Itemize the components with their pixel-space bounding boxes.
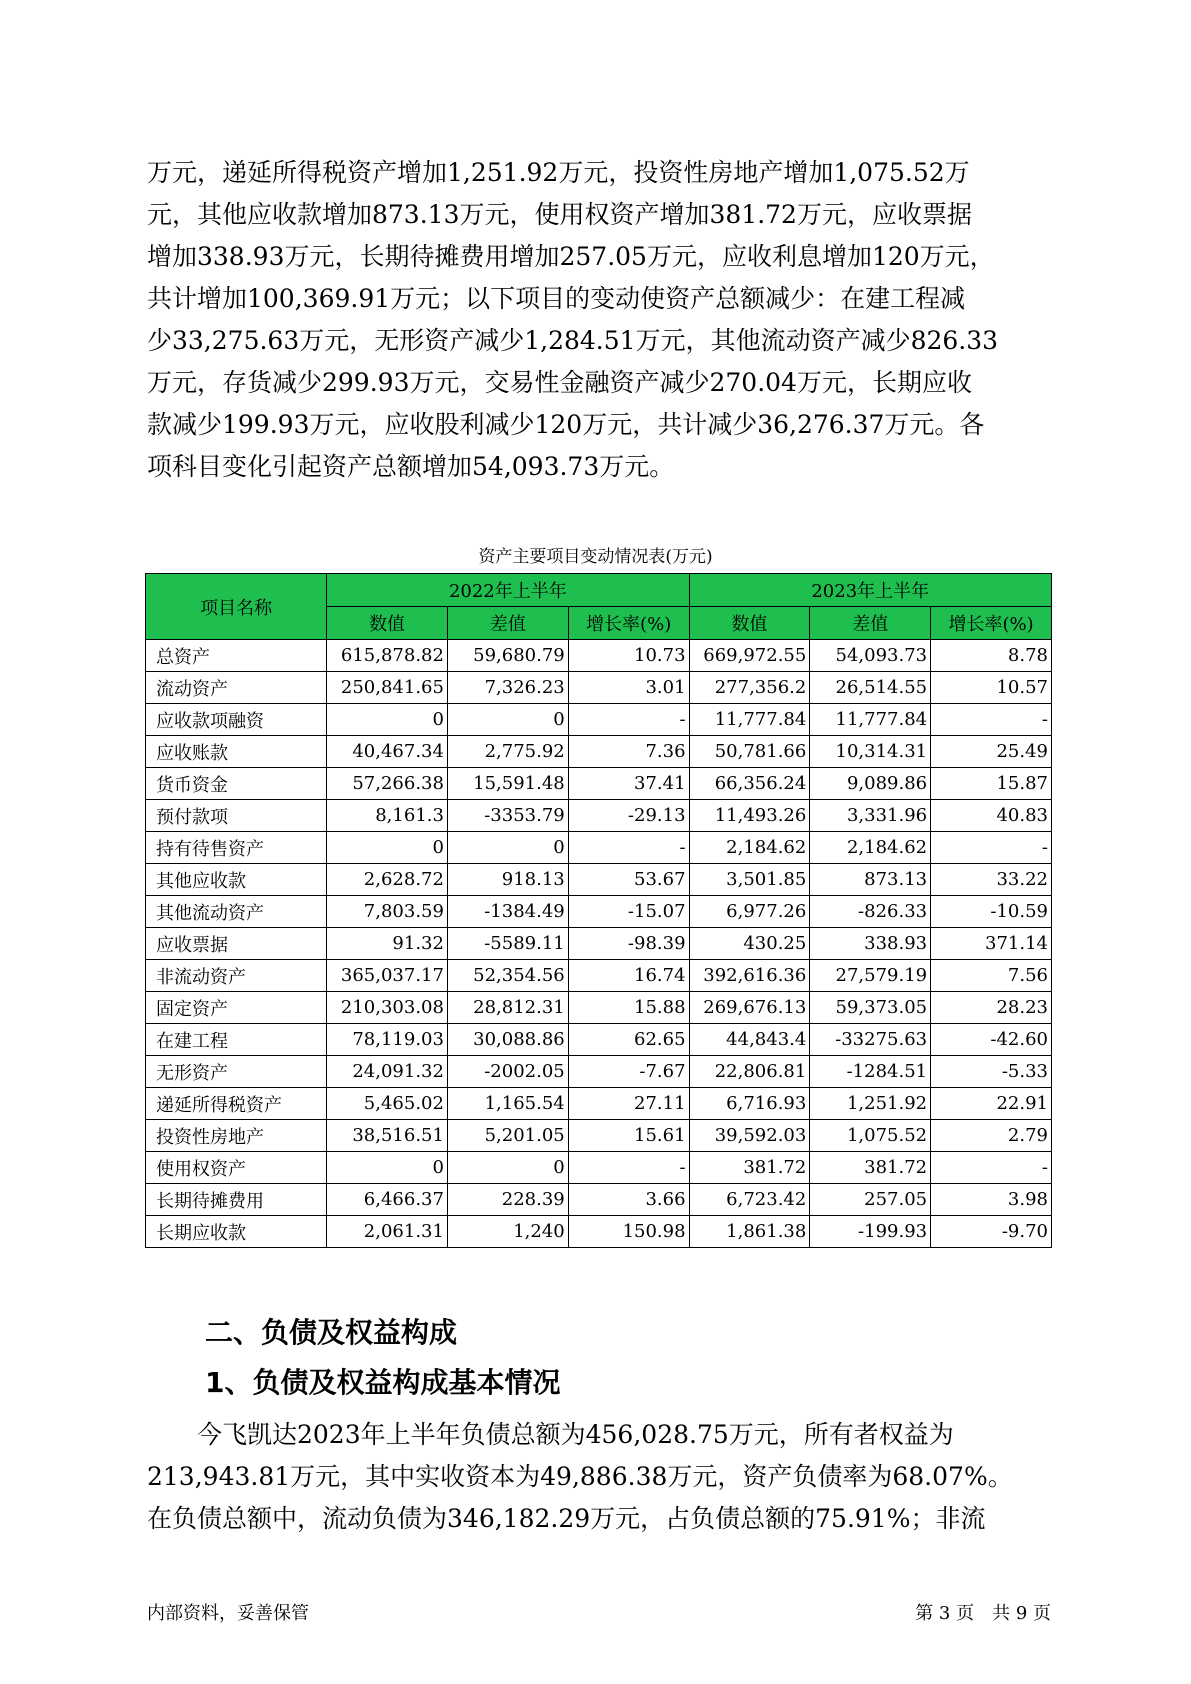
table-cell: 392,616.36 xyxy=(689,960,810,992)
table-cell: 250,841.65 xyxy=(327,672,448,704)
table-cell: 50,781.66 xyxy=(689,736,810,768)
table-cell: 371.14 xyxy=(931,928,1052,960)
table-row xyxy=(146,704,1052,736)
row-item-name: 应收账款 xyxy=(146,736,327,768)
table-cell: 3.98 xyxy=(931,1184,1052,1216)
row-item-name: 递延所得税资产 xyxy=(146,1088,327,1120)
row-item-name: 长期应收款 xyxy=(146,1216,327,1248)
table-cell: 28.23 xyxy=(931,992,1052,1024)
table-cell: 53.67 xyxy=(568,864,689,896)
footer-page-number: 第 3 页 共 9 页 xyxy=(915,1603,1051,1624)
table-cell: 257.05 xyxy=(810,1184,931,1216)
table-cell: -10.59 xyxy=(931,896,1052,928)
table-cell: 1,251.92 xyxy=(810,1088,931,1120)
table-cell: 33.22 xyxy=(931,864,1052,896)
table-cell: 2.79 xyxy=(931,1120,1052,1152)
table-cell: 2,061.31 xyxy=(327,1216,448,1248)
table-cell: -33275.63 xyxy=(810,1024,931,1056)
table-cell: 918.13 xyxy=(447,864,568,896)
table-row xyxy=(146,640,1052,672)
table-cell: 3,331.96 xyxy=(810,800,931,832)
row-item-name: 预付款项 xyxy=(146,800,327,832)
paragraph-line: 元，其他应收款增加873.13万元，使用权资产增加381.72万元，应收票据 xyxy=(147,200,972,229)
subheader-value-2023: 数值 xyxy=(689,607,810,640)
table-cell: - xyxy=(568,832,689,864)
table-cell: 15,591.48 xyxy=(447,768,568,800)
row-item-name: 其他流动资产 xyxy=(146,896,327,928)
table-caption: 资产主要项目变动情况表(万元) xyxy=(478,547,713,567)
paragraph-line: 少33,275.63万元，无形资产减少1,284.51万元，其他流动资产减少826.33 xyxy=(147,326,999,355)
table-cell: 30,088.86 xyxy=(447,1024,568,1056)
table-body xyxy=(146,640,1052,1248)
table-cell: 40.83 xyxy=(931,800,1052,832)
table-cell: 54,093.73 xyxy=(810,640,931,672)
table-cell: 8,161.3 xyxy=(327,800,448,832)
table-cell: 873.13 xyxy=(810,864,931,896)
table-cell: 6,466.37 xyxy=(327,1184,448,1216)
table-cell: 10.73 xyxy=(568,640,689,672)
table-cell: -42.60 xyxy=(931,1024,1052,1056)
table-row xyxy=(146,800,1052,832)
subheader-diff-2022: 差值 xyxy=(447,607,568,640)
table-row xyxy=(146,928,1052,960)
table-row xyxy=(146,864,1052,896)
row-item-name: 使用权资产 xyxy=(146,1152,327,1184)
table-cell: - xyxy=(568,704,689,736)
table-cell: 6,716.93 xyxy=(689,1088,810,1120)
row-item-name: 非流动资产 xyxy=(146,960,327,992)
paragraph-line: 在负债总额中，流动负债为346,182.29万元，占负债总额的75.91%；非流 xyxy=(147,1504,986,1533)
table-cell: 3.01 xyxy=(568,672,689,704)
table-row xyxy=(146,992,1052,1024)
table-cell: 277,356.2 xyxy=(689,672,810,704)
table-cell: 0 xyxy=(447,704,568,736)
table-cell: 150.98 xyxy=(568,1216,689,1248)
table-cell: 5,465.02 xyxy=(327,1088,448,1120)
table-cell: 22,806.81 xyxy=(689,1056,810,1088)
paragraph-line: 增加338.93万元，长期待摊费用增加257.05万元，应收利息增加120万元， xyxy=(147,242,995,271)
table-cell: 57,266.38 xyxy=(327,768,448,800)
table-row xyxy=(146,736,1052,768)
table-cell: 15.87 xyxy=(931,768,1052,800)
table-row xyxy=(146,1184,1052,1216)
table-cell: 2,184.62 xyxy=(689,832,810,864)
table-cell: 1,165.54 xyxy=(447,1088,568,1120)
table-cell: - xyxy=(931,1152,1052,1184)
table-cell: -1284.51 xyxy=(810,1056,931,1088)
row-item-name: 无形资产 xyxy=(146,1056,327,1088)
row-item-name: 应收票据 xyxy=(146,928,327,960)
table-cell: - xyxy=(568,1152,689,1184)
row-item-name: 流动资产 xyxy=(146,672,327,704)
table-cell: 7,326.23 xyxy=(447,672,568,704)
table-cell: 7,803.59 xyxy=(327,896,448,928)
paragraph-line: 共计增加100,369.91万元；以下项目的变动使资产总额减少：在建工程减 xyxy=(147,284,966,313)
table-cell: 2,628.72 xyxy=(327,864,448,896)
table-cell: 40,467.34 xyxy=(327,736,448,768)
table-cell: 338.93 xyxy=(810,928,931,960)
section-heading: 二、负债及权益构成 xyxy=(205,1316,458,1349)
table-cell: 15.61 xyxy=(568,1120,689,1152)
table-cell: 37.41 xyxy=(568,768,689,800)
table-cell: 269,676.13 xyxy=(689,992,810,1024)
table-cell: -15.07 xyxy=(568,896,689,928)
table-cell: 27.11 xyxy=(568,1088,689,1120)
table-cell: 28,812.31 xyxy=(447,992,568,1024)
paragraph-line: 款减少199.93万元，应收股利减少120万元，共计减少36,276.37万元。各 xyxy=(147,410,985,439)
table-cell: 3,501.85 xyxy=(689,864,810,896)
table-cell: 11,493.26 xyxy=(689,800,810,832)
table-cell: 0 xyxy=(447,1152,568,1184)
table-cell: 7.56 xyxy=(931,960,1052,992)
table-cell: 24,091.32 xyxy=(327,1056,448,1088)
row-item-name: 货币资金 xyxy=(146,768,327,800)
table-cell: 8.78 xyxy=(931,640,1052,672)
header-item-name: 项目名称 xyxy=(146,574,327,640)
table-cell: -98.39 xyxy=(568,928,689,960)
subsection-heading: 1、负债及权益构成基本情况 xyxy=(205,1366,561,1399)
table-cell: 39,592.03 xyxy=(689,1120,810,1152)
table-row xyxy=(146,768,1052,800)
subheader-value-2022: 数值 xyxy=(327,607,448,640)
table-cell: 44,843.4 xyxy=(689,1024,810,1056)
paragraph-line: 213,943.81万元，其中实收资本为49,886.38万元，资产负债率为68.07%。 xyxy=(147,1462,1013,1491)
table-cell: 0 xyxy=(447,832,568,864)
table-cell: -29.13 xyxy=(568,800,689,832)
table-row xyxy=(146,1056,1052,1088)
table-cell: - xyxy=(931,704,1052,736)
table-cell: -2002.05 xyxy=(447,1056,568,1088)
table-cell: 11,777.84 xyxy=(810,704,931,736)
table-cell: -826.33 xyxy=(810,896,931,928)
table-row xyxy=(146,1120,1052,1152)
row-item-name: 总资产 xyxy=(146,640,327,672)
row-item-name: 长期待摊费用 xyxy=(146,1184,327,1216)
table-cell: 0 xyxy=(327,832,448,864)
table-cell: 62.65 xyxy=(568,1024,689,1056)
row-item-name: 在建工程 xyxy=(146,1024,327,1056)
table-cell: 7.36 xyxy=(568,736,689,768)
table-cell: 9,089.86 xyxy=(810,768,931,800)
table-cell: -5589.11 xyxy=(447,928,568,960)
row-item-name: 持有待售资产 xyxy=(146,832,327,864)
table-cell: -199.93 xyxy=(810,1216,931,1248)
row-item-name: 固定资产 xyxy=(146,992,327,1024)
table-row xyxy=(146,896,1052,928)
table-cell: - xyxy=(931,832,1052,864)
table-cell: 38,516.51 xyxy=(327,1120,448,1152)
table-row xyxy=(146,1024,1052,1056)
table-cell: 5,201.05 xyxy=(447,1120,568,1152)
table-cell: 26,514.55 xyxy=(810,672,931,704)
table-cell: 52,354.56 xyxy=(447,960,568,992)
header-year-2023: 2023年上半年 xyxy=(689,574,1051,607)
row-item-name: 投资性房地产 xyxy=(146,1120,327,1152)
subheader-growth-2023: 增长率(%) xyxy=(931,607,1052,640)
table-row xyxy=(146,960,1052,992)
table-cell: -3353.79 xyxy=(447,800,568,832)
row-item-name: 应收款项融资 xyxy=(146,704,327,736)
paragraph-line: 今飞凯达2023年上半年负债总额为456,028.75万元，所有者权益为 xyxy=(147,1420,954,1449)
table-cell: 10,314.31 xyxy=(810,736,931,768)
table-cell: 0 xyxy=(327,1152,448,1184)
paragraph-line: 万元，存货减少299.93万元，交易性金融资产减少270.04万元，长期应收 xyxy=(147,368,972,397)
table-cell: 381.72 xyxy=(689,1152,810,1184)
table-cell: 365,037.17 xyxy=(327,960,448,992)
paragraph-line: 项科目变化引起资产总额增加54,093.73万元。 xyxy=(147,452,675,481)
table-cell: 6,977.26 xyxy=(689,896,810,928)
subheader-diff-2023: 差值 xyxy=(810,607,931,640)
table-cell: 430.25 xyxy=(689,928,810,960)
table-cell: 1,240 xyxy=(447,1216,568,1248)
table-cell: 669,972.55 xyxy=(689,640,810,672)
table-cell: 59,373.05 xyxy=(810,992,931,1024)
table-cell: 210,303.08 xyxy=(327,992,448,1024)
table-cell: 15.88 xyxy=(568,992,689,1024)
table-cell: 381.72 xyxy=(810,1152,931,1184)
table-row xyxy=(146,1088,1052,1120)
table-cell: 91.32 xyxy=(327,928,448,960)
table-cell: 59,680.79 xyxy=(447,640,568,672)
table-cell: 2,775.92 xyxy=(447,736,568,768)
table-cell: 66,356.24 xyxy=(689,768,810,800)
table-cell: 27,579.19 xyxy=(810,960,931,992)
table-cell: -5.33 xyxy=(931,1056,1052,1088)
paragraph-line: 万元，递延所得税资产增加1,251.92万元，投资性房地产增加1,075.52万 xyxy=(147,158,970,187)
table-cell: 78,119.03 xyxy=(327,1024,448,1056)
table-row xyxy=(146,672,1052,704)
table-cell: -7.67 xyxy=(568,1056,689,1088)
table-row xyxy=(146,832,1052,864)
table-cell: 6,723.42 xyxy=(689,1184,810,1216)
table-cell: 615,878.82 xyxy=(327,640,448,672)
table-cell: 11,777.84 xyxy=(689,704,810,736)
table-cell: 10.57 xyxy=(931,672,1052,704)
subheader-growth-2022: 增长率(%) xyxy=(568,607,689,640)
table-cell: 2,184.62 xyxy=(810,832,931,864)
table-cell: 3.66 xyxy=(568,1184,689,1216)
table-cell: 25.49 xyxy=(931,736,1052,768)
table-cell: 16.74 xyxy=(568,960,689,992)
table-cell: 1,861.38 xyxy=(689,1216,810,1248)
asset-change-table xyxy=(145,573,1052,1248)
table-cell: -9.70 xyxy=(931,1216,1052,1248)
table-cell: 228.39 xyxy=(447,1184,568,1216)
table-row xyxy=(146,1152,1052,1184)
footer-confidential-note: 内部资料，妥善保管 xyxy=(147,1603,309,1624)
table-cell: 0 xyxy=(327,704,448,736)
table-cell: 1,075.52 xyxy=(810,1120,931,1152)
table-row xyxy=(146,1216,1052,1248)
table-cell: -1384.49 xyxy=(447,896,568,928)
row-item-name: 其他应收款 xyxy=(146,864,327,896)
header-year-2022: 2022年上半年 xyxy=(327,574,689,607)
table-cell: 22.91 xyxy=(931,1088,1052,1120)
